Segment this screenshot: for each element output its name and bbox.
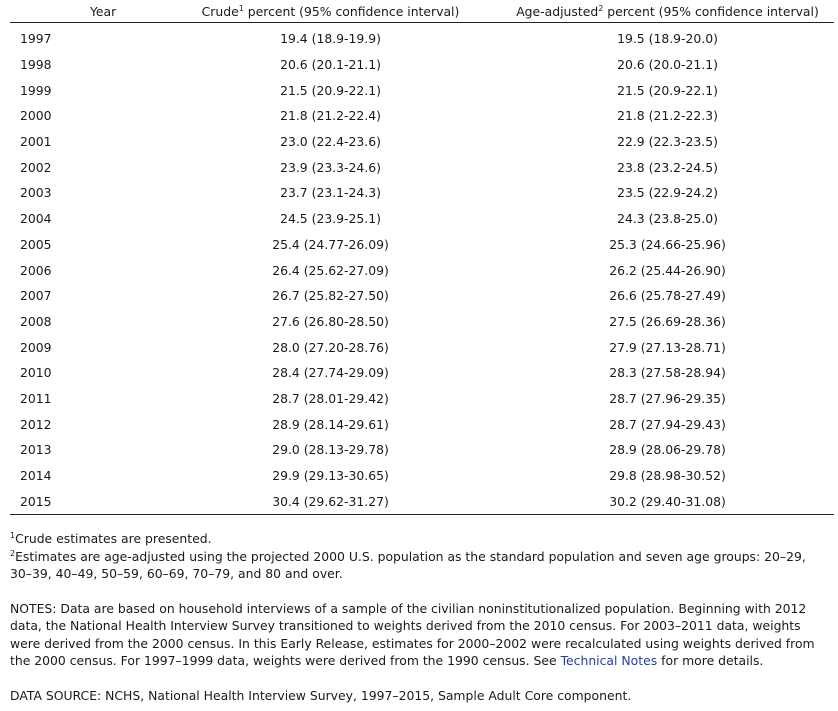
footnote-1-sup: 1 — [10, 530, 16, 540]
cell-crude: 24.5 (23.9-25.1) — [280, 211, 381, 227]
cell-year: 2004 — [20, 211, 52, 227]
cell-year: 2013 — [20, 442, 52, 458]
table-row — [10, 360, 834, 386]
table-row — [10, 103, 834, 129]
cell-year: 2012 — [20, 416, 52, 432]
data-source: DATA SOURCE: NCHS, National Health Interview Survey, 1997–2015, Sample Adult Core component. — [10, 687, 632, 703]
cell-adj: 28.7 (27.94-29.43) — [609, 416, 726, 432]
header-crude-sup: 1 — [238, 3, 244, 13]
cell-adj: 26.6 (25.78-27.49) — [609, 288, 726, 304]
footnote-2-sup: 2 — [10, 548, 16, 558]
cell-year: 2007 — [20, 288, 52, 304]
cell-crude: 25.4 (24.77-26.09) — [272, 236, 389, 252]
cell-crude: 30.4 (29.62-31.27) — [160, 488, 501, 514]
cell-crude: 28.9 (28.14-29.61) — [272, 416, 389, 432]
table-row — [10, 309, 834, 335]
cell-crude: 23.7 (23.1-24.3) — [280, 185, 381, 201]
cell-year: 2001 — [20, 134, 52, 150]
prevalence-table — [10, 0, 834, 515]
cell-adj: 29.8 (28.98-30.52) — [609, 468, 726, 484]
cell-crude: 23.9 (23.3-24.6) — [280, 159, 381, 175]
cell-adj: 28.7 (27.96-29.35) — [609, 390, 726, 406]
header-crude — [160, 0, 501, 23]
header-age-adjusted — [501, 0, 834, 23]
header-adj-suffix: percent (95% confidence interval) — [603, 3, 819, 19]
cell-year: 2002 — [20, 159, 52, 175]
header-crude-suffix: percent (95% confidence interval) — [243, 3, 460, 19]
cell-adj: 27.5 (26.69-28.36) — [609, 313, 726, 329]
cell-year: 2000 — [20, 108, 52, 124]
table-row — [10, 257, 834, 283]
cell-adj: 21.8 (21.2-22.3) — [617, 108, 718, 124]
cell-adj: 25.3 (24.66-25.96) — [609, 236, 726, 252]
footnote-2 — [10, 548, 830, 583]
cell-crude: 23.0 (22.4-23.6) — [280, 134, 381, 150]
cell-year: 1999 — [20, 82, 52, 98]
cell-crude: 21.8 (21.2-22.4) — [280, 108, 381, 124]
cell-year: 1997 — [20, 31, 52, 47]
header-adj-prefix: Age-adjusted — [516, 3, 599, 19]
table-row — [10, 283, 834, 309]
notes-tail: for more details. — [657, 653, 764, 668]
cell-year: 1998 — [20, 57, 52, 73]
table-row — [10, 52, 834, 78]
cell-adj: 21.5 (20.9-22.1) — [617, 82, 718, 98]
cell-year: 2015 — [10, 488, 160, 514]
cell-adj: 26.2 (25.44-26.90) — [609, 262, 726, 278]
cell-adj: 23.8 (23.2-24.5) — [617, 159, 718, 175]
cell-year: 2009 — [20, 339, 52, 355]
cell-crude: 29.9 (29.13-30.65) — [272, 468, 389, 484]
technical-notes-link[interactable]: Technical Notes — [560, 653, 658, 668]
cell-year: 2003 — [20, 185, 52, 201]
cell-year: 2014 — [20, 468, 52, 484]
header-year-label: Year — [90, 3, 117, 19]
cell-crude: 26.4 (25.62-27.09) — [272, 262, 389, 278]
header-crude-prefix: Crude — [201, 3, 239, 19]
table-row — [10, 180, 834, 206]
header-year — [10, 0, 160, 23]
cell-crude: 19.4 (18.9-19.9) — [280, 31, 381, 47]
cell-year: 2011 — [20, 390, 52, 406]
cell-adj: 24.3 (23.8-25.0) — [617, 211, 718, 227]
table-row — [10, 232, 834, 258]
cell-crude: 28.4 (27.74-29.09) — [272, 365, 389, 381]
table-body — [10, 23, 834, 515]
data-table-container — [10, 0, 834, 515]
cell-crude: 28.0 (27.20-28.76) — [272, 339, 389, 355]
table-row — [10, 206, 834, 232]
table-row — [10, 334, 834, 360]
table-row — [10, 437, 834, 463]
notes-section — [10, 530, 830, 704]
footnote-1-text: Crude estimates are presented. — [15, 531, 212, 546]
table-row — [10, 386, 834, 412]
table-header-row — [10, 0, 834, 23]
cell-year: 2010 — [20, 365, 52, 381]
table-row — [10, 463, 834, 489]
cell-crude: 20.6 (20.1-21.1) — [280, 57, 381, 73]
cell-crude: 28.7 (28.01-29.42) — [272, 390, 389, 406]
cell-adj: 30.2 (29.40-31.08) — [501, 488, 834, 514]
table-row — [10, 77, 834, 103]
cell-crude: 27.6 (26.80-28.50) — [272, 313, 389, 329]
cell-crude: 29.0 (28.13-29.78) — [272, 442, 389, 458]
cell-crude: 21.5 (20.9-22.1) — [280, 82, 381, 98]
table-row — [10, 154, 834, 180]
cell-adj: 28.9 (28.06-29.78) — [609, 442, 726, 458]
cell-adj: 19.5 (18.9-20.0) — [617, 31, 718, 47]
table-row — [10, 488, 834, 514]
header-adj-sup: 2 — [598, 3, 604, 13]
cell-crude: 26.7 (25.82-27.50) — [272, 288, 389, 304]
cell-adj: 23.5 (22.9-24.2) — [617, 185, 718, 201]
cell-year: 2006 — [20, 262, 52, 278]
cell-year: 2005 — [20, 236, 52, 252]
cell-year: 2008 — [20, 313, 52, 329]
table-row — [10, 23, 834, 52]
cell-adj: 22.9 (22.3-23.5) — [617, 134, 718, 150]
table-row — [10, 411, 834, 437]
cell-adj: 27.9 (27.13-28.71) — [609, 339, 726, 355]
cell-adj: 20.6 (20.0-21.1) — [617, 57, 718, 73]
notes-text: NOTES: Data are based on household interviews of a sample of the civilian noninstitutionalized population. Beginning with 2012 data, the National Health Interview Survey transitioned to weights derived from the 2010 census. For 2003–2011 data, weights were derived from the 2000 census. In this Early Release, estimates for 2000–2002 were recalculated using weights derived from the 2000 census. For 1997–1999 data, weights were derived from the 1990 census. See — [10, 600, 815, 668]
footnote-1 — [10, 530, 830, 548]
footnote-2-text: Estimates are age-adjusted using the projected 2000 U.S. population as the standard population and seven age groups: 20–29, 30–39, 40–49, 50–59, 60–69, 70–79, and 80 and over. — [10, 548, 806, 581]
cell-adj: 28.3 (27.58-28.94) — [609, 365, 726, 381]
table-row — [10, 129, 834, 155]
notes-paragraph — [10, 600, 830, 670]
